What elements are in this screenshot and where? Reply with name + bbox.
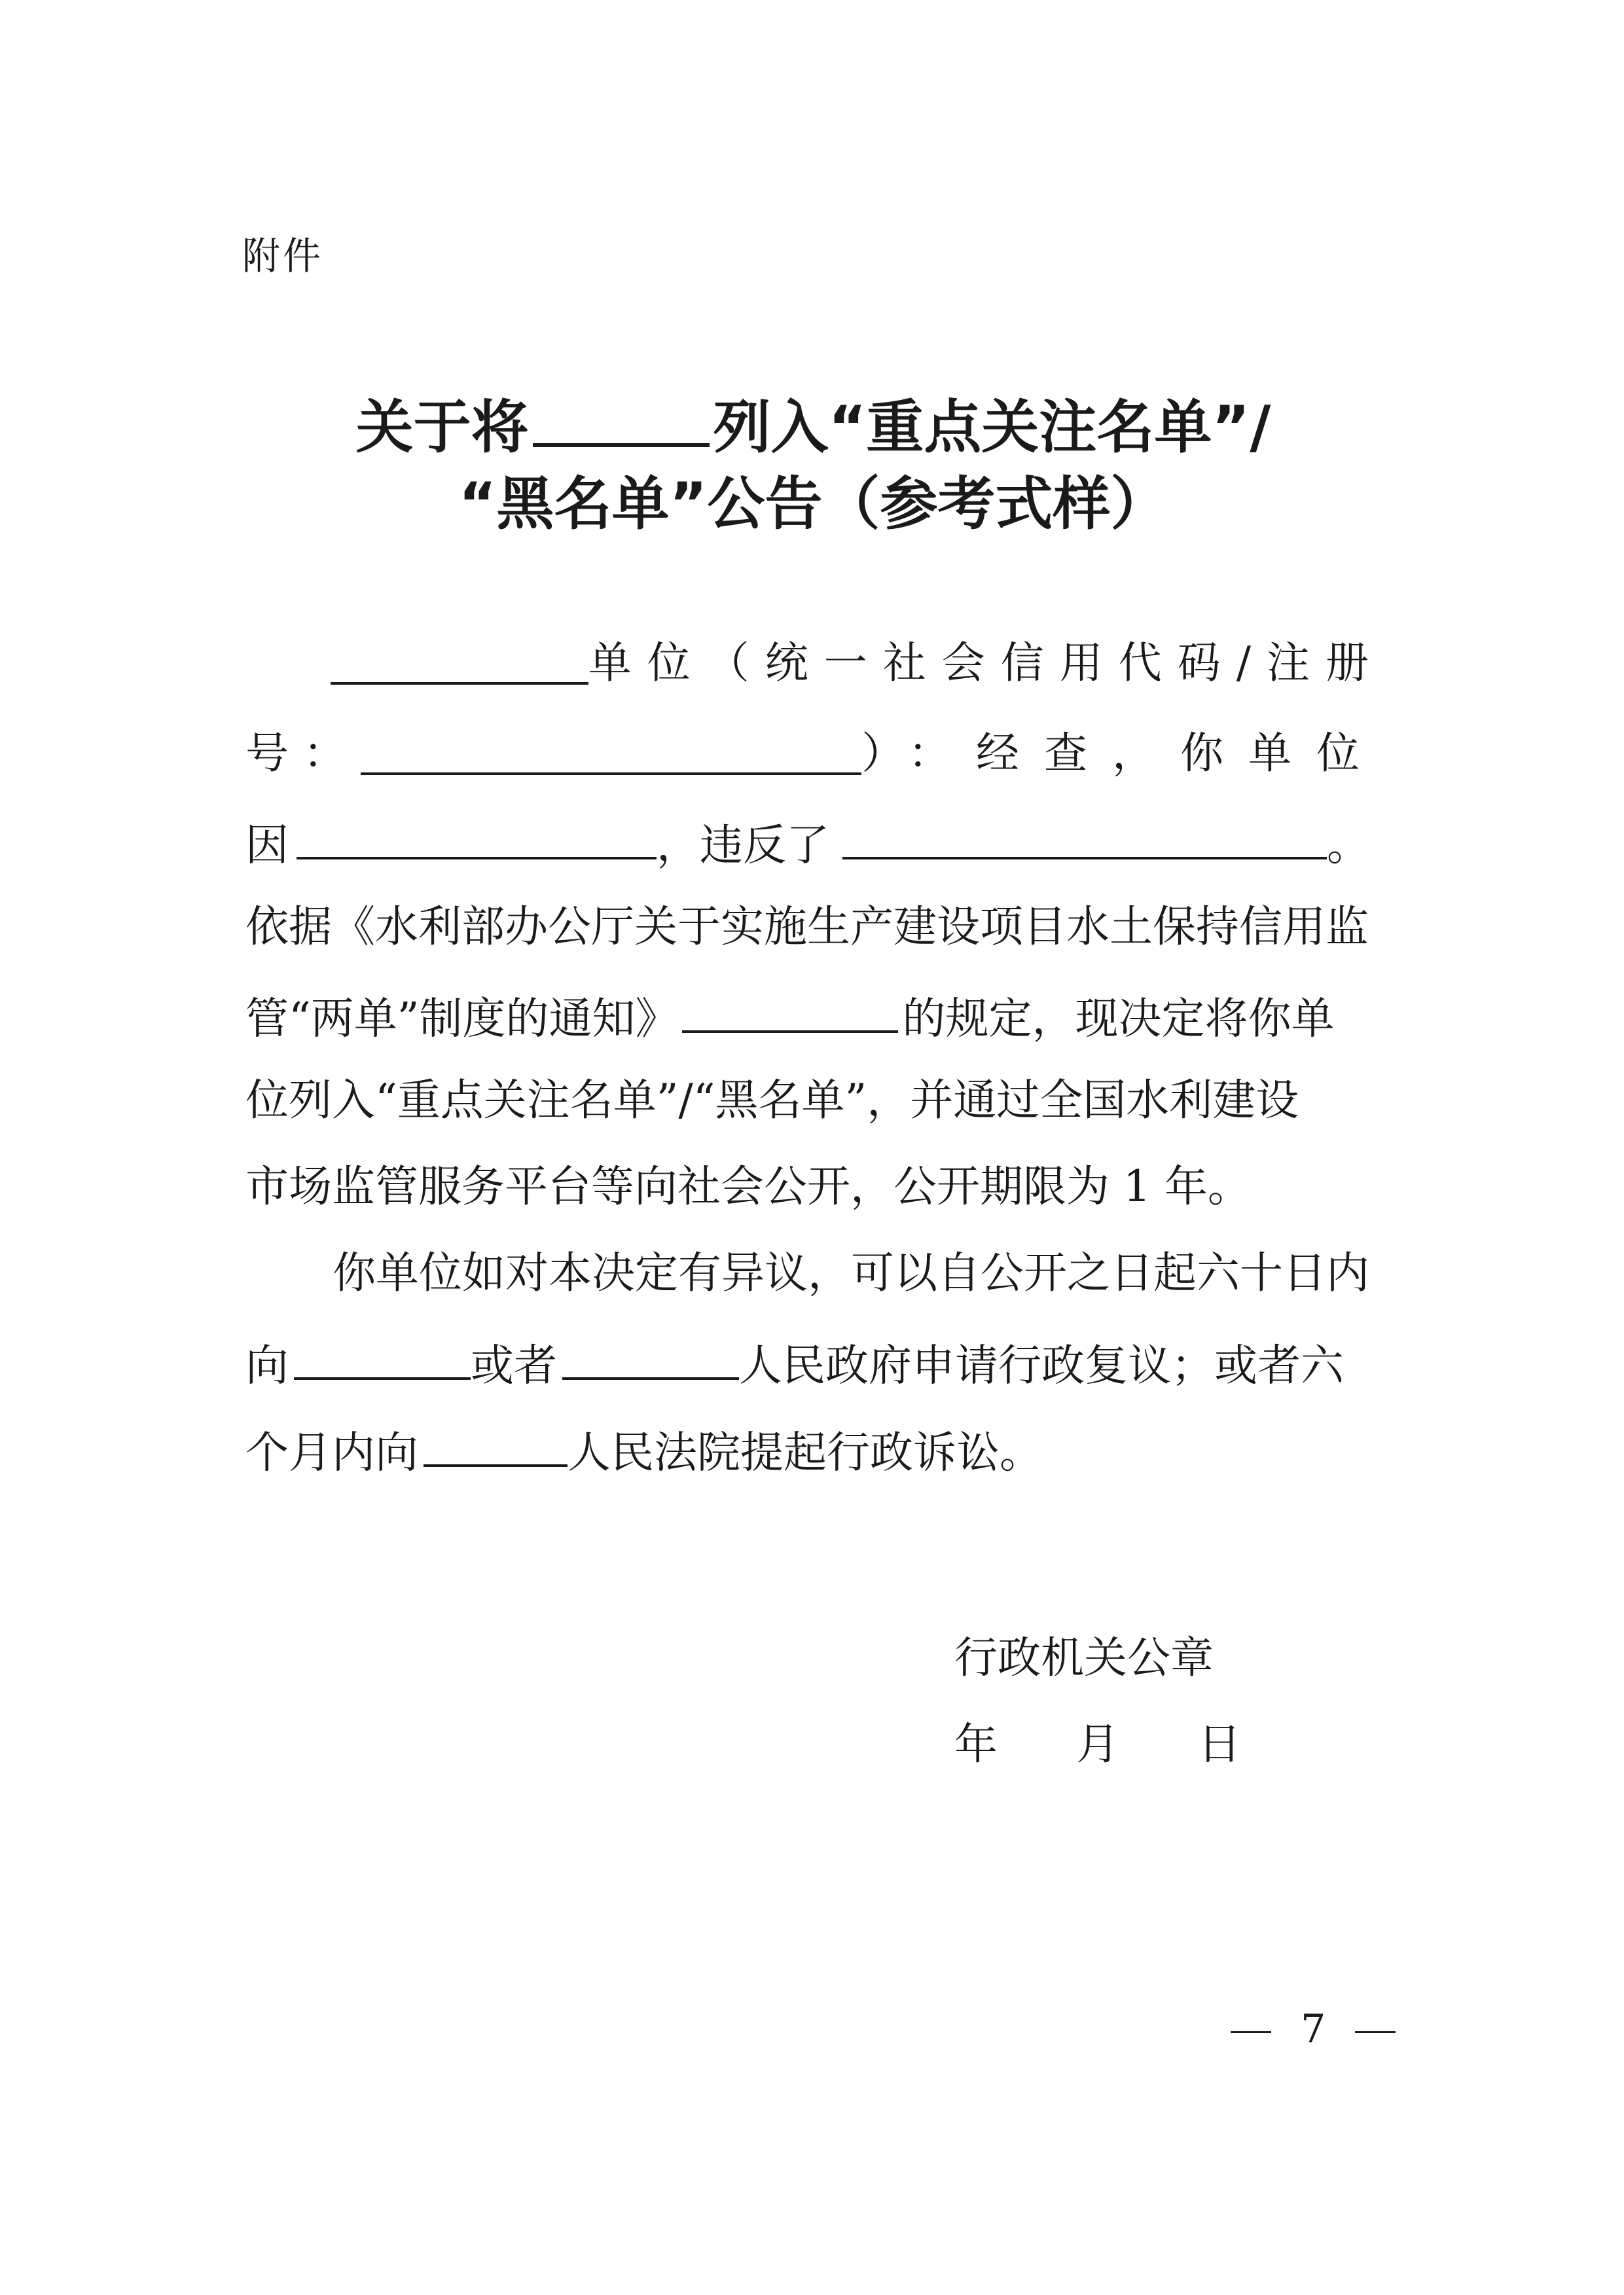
unit-text: 单位（统一社会信用代码/注册 [588,638,1384,688]
attachment-label: 附件 [242,234,324,278]
government-text: 人民政府申请行政复议；或者六 [739,1340,1344,1391]
body-line-1 [245,638,1384,688]
title-blank-field [533,391,710,447]
blank-violation [842,818,1327,859]
body-line-6: 位列入“重点关注名单”/“黑名单”，并通过全国水利建设 [245,1075,1299,1125]
month-label: 月 [1076,1719,1119,1769]
page-number-dash-right [1355,2031,1396,2033]
document-title-line-1 [242,391,1384,461]
day-label: 日 [1198,1719,1241,1769]
body-line-9 [245,1339,1384,1391]
title-part-a: 关于将 [355,393,529,461]
body-line-3 [245,818,1384,871]
page-number-dash-left [1231,2031,1271,2033]
or-label: 或者 [471,1340,557,1391]
body-line-2 [245,728,1384,778]
page-number [1231,2006,1396,2052]
body-line-10 [245,1426,1384,1478]
body-line-7: 市场监管服务平台等向社会公开，公开期限为 1 年。 [245,1161,1251,1212]
body-line-4: 依据《水利部办公厅关于实施生产建设项目水土保持信用监 [245,901,1369,952]
title-part-b: 列入“重点关注名单”/ [713,393,1271,461]
to-label: 向 [245,1340,289,1391]
within-six-months: 个月内向 [245,1427,418,1478]
blank-authority-1 [294,1339,471,1380]
blank-credit-code [361,734,861,775]
blank-authority-2 [562,1339,739,1380]
body-line-8: 你单位如对本决定有异议，可以自公开之日起六十日内 [333,1248,1369,1298]
blank-clause [682,992,898,1033]
blank-court [424,1426,568,1467]
page-number-value: 7 [1301,2006,1326,2052]
reg-no-label: 号： [245,728,361,778]
blank-reason [297,818,657,859]
court-text: 人民法院提起行政诉讼。 [568,1427,1043,1478]
violate-label: ，违反了 [657,820,829,871]
decision-text: 的规定，现决定将你单 [902,993,1335,1044]
inspection-text: ）：经查，你单位 [861,728,1384,778]
document-title-line-2: “黑名单”公告（参考式样） [458,470,1168,537]
because-label: 因 [245,820,289,871]
official-seal-label: 行政机关公章 [954,1633,1214,1683]
period: 。 [1327,820,1370,871]
notice-name: 管“两单”制度的通知》 [245,993,679,1044]
signature-date [954,1719,1241,1769]
blank-unit-name [331,643,588,685]
year-label: 年 [954,1719,998,1769]
body-line-5 [245,992,1384,1044]
